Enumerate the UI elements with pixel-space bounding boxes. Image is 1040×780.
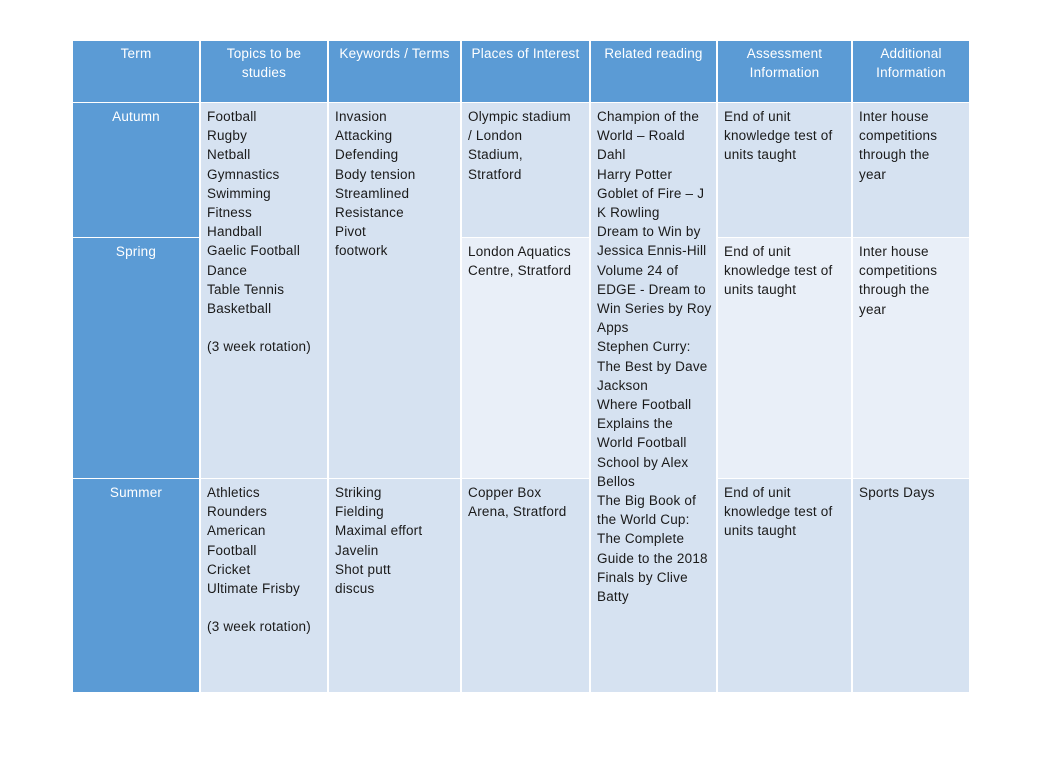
reading-cell-line: Harry Potter <box>597 166 673 182</box>
additional-summer-cell <box>853 479 969 692</box>
header-keywords <box>329 41 460 102</box>
keywords-autumn-spring-cell <box>329 103 460 478</box>
topics-autumn-spring-list-line: Dance <box>207 262 248 278</box>
assessment-autumn-cell-line: knowledge test of <box>724 128 833 144</box>
reading-cell-line: Champion of the <box>597 109 700 124</box>
reading-cell-line: World – Roald <box>597 128 685 144</box>
topics-autumn-spring-list-line: Rugby <box>207 128 248 144</box>
header-additional <box>853 41 969 102</box>
places-spring-cell-line: London Aquatics <box>468 244 571 259</box>
keywords-autumn-spring-cell-line: Attacking <box>335 128 393 144</box>
assessment-summer-cell-line: knowledge test of <box>724 504 833 520</box>
places-autumn-cell-line: Olympic stadium <box>468 109 571 124</box>
topics-autumn-spring-list-line: Netball <box>207 147 251 163</box>
topics-summer-list-line: Athletics <box>207 485 260 500</box>
reading-cell-line: Stephen Curry: <box>597 339 691 355</box>
assessment-spring-cell-line: End of unit <box>724 244 791 259</box>
header-term-line: Term <box>120 46 152 61</box>
topics-summer-rotation-note: (3 week rotation) <box>207 619 311 635</box>
topics-summer-list-line: Cricket <box>207 561 251 577</box>
topics-summer-list-line: Ultimate Frisby <box>207 581 301 597</box>
places-autumn-cell-line: Stratford <box>468 166 522 182</box>
assessment-spring-cell-line: knowledge test of <box>724 263 833 279</box>
header-topics <box>201 41 327 102</box>
topics-summer-list-line: Rounders <box>207 504 268 520</box>
reading-cell-line: EDGE - Dream to <box>597 281 706 297</box>
topics-autumn-spring-list-line: Gaelic Football <box>207 243 301 259</box>
term-autumn-cell <box>73 103 199 237</box>
header-places <box>462 41 589 102</box>
keywords-autumn-spring-cell-line: Streamlined <box>335 185 410 201</box>
keywords-summer-cell-line: discus <box>335 581 375 597</box>
assessment-summer-cell-line: End of unit <box>724 485 791 500</box>
additional-autumn-cell <box>853 103 969 237</box>
reading-cell-line: Dahl <box>597 147 626 163</box>
keywords-summer-cell <box>329 479 460 692</box>
reading-cell-line: The Complete <box>597 531 685 547</box>
assessment-summer-cell-line: units taught <box>724 523 797 539</box>
assessment-spring-cell <box>718 238 851 478</box>
term-spring-cell <box>73 238 199 478</box>
assessment-spring-cell-line: units taught <box>724 282 797 298</box>
keywords-summer-cell-line: Fielding <box>335 504 384 520</box>
additional-spring-cell-line: through the <box>859 282 930 298</box>
term-autumn: Autumn <box>112 109 160 124</box>
assessment-autumn-cell-line: End of unit <box>724 109 791 124</box>
reading-cell-line: Batty <box>597 589 629 605</box>
keywords-autumn-spring-cell-line: Pivot <box>335 224 367 240</box>
reading-cell-line: Jessica Ennis-Hill <box>597 243 707 259</box>
keywords-summer-cell-line: Javelin <box>335 542 379 558</box>
topics-rotation-note: (3 week rotation) <box>207 339 311 355</box>
topics-autumn-spring-list-line: Basketball <box>207 301 272 317</box>
topics-autumn-spring-list-line: Table Tennis <box>207 281 285 297</box>
header-assessment-line: Assessment <box>746 46 823 61</box>
reading-cell-line: Bellos <box>597 473 635 489</box>
additional-summer-cell-line: Sports Days <box>859 485 935 500</box>
additional-spring-cell-line: year <box>859 301 887 317</box>
header-places-line: Places of Interest <box>471 46 580 61</box>
keywords-autumn-spring-cell-line: Invasion <box>335 109 387 124</box>
keywords-summer-cell-line: Striking <box>335 485 382 500</box>
reading-cell-line: Apps <box>597 320 629 336</box>
topics-autumn-spring-list-line: Handball <box>207 224 262 240</box>
reading-cell-line: Win Series by Roy <box>597 301 712 317</box>
keywords-summer-cell-line: Maximal effort <box>335 523 423 539</box>
header-topics-line: studies <box>241 65 287 81</box>
keywords-autumn-spring-cell-line: Resistance <box>335 205 404 221</box>
topics-autumn-spring-cell <box>201 103 327 478</box>
assessment-summer-cell <box>718 479 851 692</box>
header-reading-line: Related reading <box>604 46 703 61</box>
topics-summer-list-line: American <box>207 523 266 539</box>
topics-autumn-spring-list-line: Football <box>207 109 257 124</box>
places-spring-cell <box>462 238 589 478</box>
additional-autumn-cell-line: competitions <box>859 128 938 144</box>
places-summer-cell-line: Arena, Stratford <box>468 504 567 520</box>
places-autumn-cell-line: Stadium, <box>468 147 523 163</box>
reading-cell-line: the World Cup: <box>597 512 690 528</box>
topics-autumn-spring-list-line: Gymnastics <box>207 166 280 182</box>
additional-autumn-cell-line: Inter house <box>859 109 929 124</box>
header-assessment-line: Information <box>749 65 820 81</box>
header-keywords-line: Keywords / Terms <box>339 46 450 61</box>
reading-cell-line: K Rowling <box>597 205 660 221</box>
header-additional-line: Information <box>876 65 946 81</box>
assessment-autumn-cell <box>718 103 851 237</box>
reading-cell-line: Guide to the 2018 <box>597 550 708 566</box>
places-summer-cell <box>462 479 589 692</box>
additional-spring-cell-line: competitions <box>859 263 938 279</box>
additional-autumn-cell-line: year <box>859 166 887 182</box>
topics-autumn-spring-list-line: Fitness <box>207 205 252 221</box>
reading-cell-line: The Best by Dave <box>597 358 708 374</box>
reading-cell-line: Volume 24 of <box>597 262 679 278</box>
topics-autumn-spring-list-line: Swimming <box>207 185 271 201</box>
header-additional-line: Additional <box>880 46 942 61</box>
topics-autumn-spring-list <box>207 107 321 318</box>
reading-cell-line: Dream to Win by <box>597 224 701 240</box>
reading-cell-line: School by Alex <box>597 454 689 470</box>
topics-summer-list <box>207 483 321 598</box>
header-term <box>73 41 199 102</box>
term-spring: Spring <box>115 244 157 259</box>
places-summer-cell-line: Copper Box <box>468 485 542 500</box>
keywords-summer-cell-line: Shot putt <box>335 561 391 577</box>
reading-cell-line: Finals by Clive <box>597 569 688 585</box>
additional-spring-cell-line: Inter house <box>859 244 929 259</box>
reading-cell-line: Explains the <box>597 416 673 432</box>
places-spring-cell-line: Centre, Stratford <box>468 263 572 279</box>
reading-cell-line: The Big Book of <box>597 493 697 509</box>
additional-autumn-cell-line: through the <box>859 147 930 163</box>
keywords-autumn-spring-cell-line: footwork <box>335 243 388 259</box>
assessment-autumn-cell-line: units taught <box>724 147 797 163</box>
additional-spring-cell <box>853 238 969 478</box>
topics-summer-list-line: Football <box>207 542 257 558</box>
reading-cell-line: Where Football <box>597 397 692 413</box>
header-topics-line: Topics to be <box>226 46 302 61</box>
reading-cell-line: Jackson <box>597 377 648 393</box>
reading-cell-line: Goblet of Fire – J <box>597 185 705 201</box>
header-assessment <box>718 41 851 102</box>
topics-summer-cell <box>201 479 327 692</box>
reading-cell-line: World Football <box>597 435 687 451</box>
reading-cell <box>591 103 716 692</box>
term-summer-cell <box>73 479 199 692</box>
keywords-autumn-spring-cell-line: Body tension <box>335 166 416 182</box>
header-reading <box>591 41 716 102</box>
places-autumn-cell <box>462 103 589 237</box>
places-autumn-cell-line: / London <box>468 128 523 144</box>
term-summer: Summer <box>109 485 163 500</box>
keywords-autumn-spring-cell-line: Defending <box>335 147 399 163</box>
